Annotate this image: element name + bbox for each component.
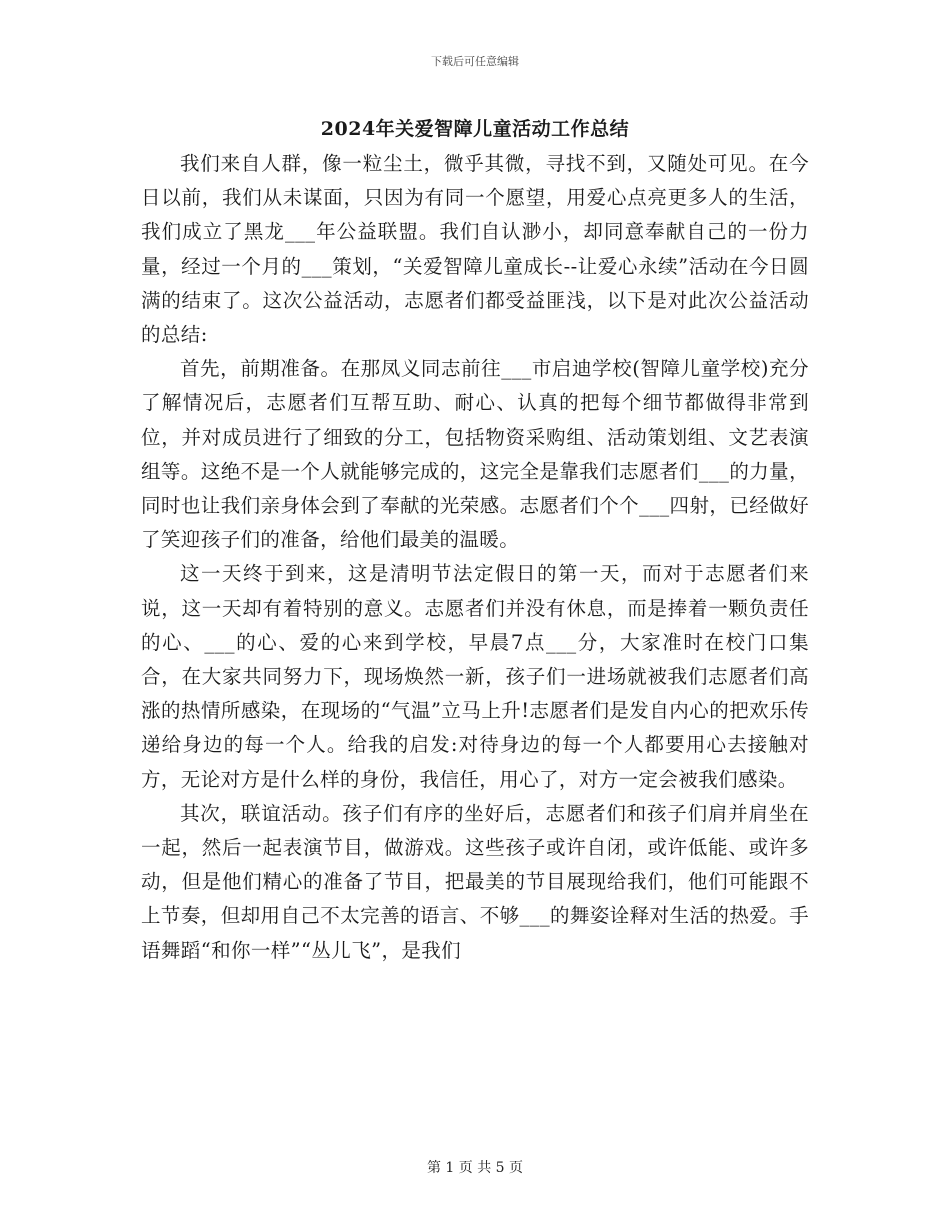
paragraph-intro: 我们来自人群，像一粒尘土，微乎其微，寻找不到，又随处可见。在今日以前，我们从未谋面，只因为有同一个愿望，用爱心点亮更多人的生活，我们成立了黑龙___年公益联盟。我们自认渺小，却同意奉献自己的一份力量，经过一个月的___策划，“关爱智障儿童成长--让爱心永续”活动在今日圆满的结束了。这次公益活动，志愿者们都受益匪浅，以下是对此次公益活动的总结: — [141, 152, 809, 347]
paragraph-preparation: 首先，前期准备。在那凤义同志前往___市启迪学校(智障儿童学校)充分了解情况后，志愿者们互帮互助、耐心、认真的把每个细节都做得非常到位，并对成员进行了细致的分工，包括物资采购组、活动策划组、文艺表演组等。这绝不是一个人就能够完成的，这完全是靠我们志愿者们___的力量，同时也让我们亲身体会到了奉献的光荣感。志愿者们个个___四射，已经做好了笑迎孩子们的准备，给他们最美的温暖。 — [141, 357, 809, 552]
document-title: 2024年关爱智障儿童活动工作总结 — [320, 118, 630, 140]
paragraph-activities: 其次，联谊活动。孩子们有序的坐好后，志愿者们和孩子们肩并肩坐在一起，然后一起表演节目，做游戏。这些孩子或许自闭，或许低能、或许多动，但是他们精心的准备了节目，把最美的节目展现给我们，他们可能跟不上节奏，但却用自己不太完善的语言、不够___的舞姿诠释对生活的热爱。手语舞蹈“和你一样”“丛儿飞”，是我们 — [141, 801, 809, 962]
paragraph-event-day: 这一天终于到来，这是清明节法定假日的第一天，而对于志愿者们来说，这一天却有着特别的意义。志愿者们并没有休息，而是捧着一颗负责任的心、___的心、爱的心来到学校，早晨7点___分，大家准时在校门口集合，在大家共同努力下，现场焕然一新，孩子们一进场就被我们志愿者们高涨的热情所感染，在现场的“气温”立马上升!志愿者们是发自内心的把欢乐传递给身边的每一个人。给我的启发:对待身边的每一个人都要用心去接触对方，无论对方是什么样的身份，我信任，用心了，对方一定会被我们感染。 — [141, 562, 809, 791]
page-number-footer: 第 1 页 共 5 页 — [426, 1160, 524, 1176]
document-body — [141, 147, 809, 968]
page-header-note: 下载后可任意编辑 — [431, 55, 519, 68]
